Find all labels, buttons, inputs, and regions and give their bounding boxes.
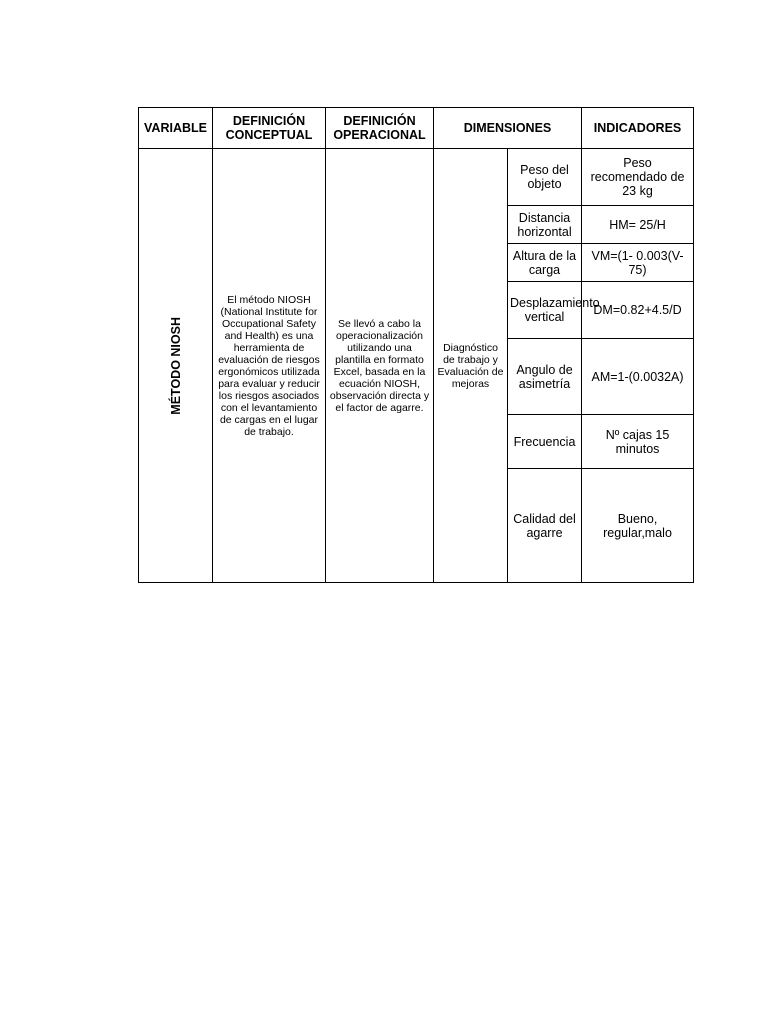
dimension-cell: Distancia horizontal: [508, 206, 582, 244]
indicator-cell: Nº cajas 15 minutos: [582, 415, 694, 469]
dimension-cell: Frecuencia: [508, 415, 582, 469]
indicator-cell: VM=(1- 0.003(V-75): [582, 244, 694, 282]
header-row: [139, 108, 694, 149]
variable-cell: [139, 149, 213, 583]
header-variable: VARIABLE: [139, 108, 213, 149]
table-row: [139, 149, 694, 206]
operationalization-table: [138, 107, 694, 583]
dimension-cell: Angulo de asimetría: [508, 339, 582, 415]
header-dimensiones: DIMENSIONES: [434, 108, 582, 149]
dimension-cell: Peso del objeto: [508, 149, 582, 206]
dimension-cell: Altura de la carga: [508, 244, 582, 282]
header-conceptual: DEFINICIÓN CONCEPTUAL: [213, 108, 326, 149]
variable-label: MÉTODO NIOSH: [168, 316, 183, 415]
operational-definition: Se llevó a cabo la operacionalización utilizando una plantilla en formato Excel, basada en la ecuación NIOSH, observación directa y el factor de agarre.: [326, 149, 434, 583]
dimension-cell: Desplazamiento vertical: [508, 282, 582, 339]
indicator-cell: Bueno, regular,malo: [582, 469, 694, 583]
indicator-cell: DM=0.82+4.5/D: [582, 282, 694, 339]
dimension-cell: Calidad del agarre: [508, 469, 582, 583]
main-dimension: Diagnóstico de trabajo y Evaluación de mejoras: [434, 149, 508, 583]
conceptual-definition: El método NIOSH (National Institute for Occupational Safety and Health) es una herramienta de evaluación de riesgos ergonómicos utilizada para evaluar y reducir los riesgos asociados con el levantamiento de cargas en el lugar de trabajo.: [213, 149, 326, 583]
indicator-cell: HM= 25/H: [582, 206, 694, 244]
indicator-cell: AM=1-(0.0032A): [582, 339, 694, 415]
indicator-cell: Peso recomendado de 23 kg: [582, 149, 694, 206]
header-indicadores: INDICADORES: [582, 108, 694, 149]
header-operacional: DEFINICIÓN OPERACIONAL: [326, 108, 434, 149]
